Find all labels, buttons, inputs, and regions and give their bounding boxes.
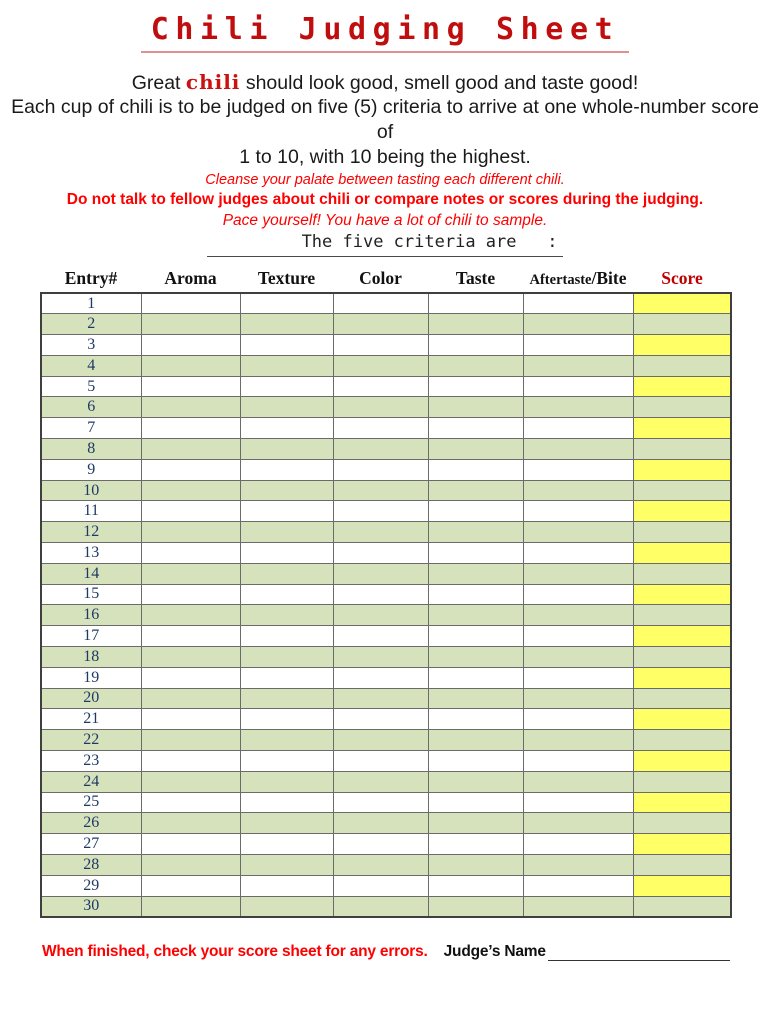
aroma-cell[interactable] xyxy=(141,646,240,667)
table-row xyxy=(41,896,731,917)
table-row xyxy=(41,709,731,730)
taste-cell[interactable] xyxy=(428,501,523,522)
entry-number-cell: 15 xyxy=(41,584,141,605)
score-cell[interactable] xyxy=(633,834,731,855)
color-cell[interactable] xyxy=(333,730,428,751)
column-header-aroma: Aroma xyxy=(164,267,217,288)
taste-cell[interactable] xyxy=(428,397,523,418)
aftertaste-bite-cell[interactable] xyxy=(523,709,633,730)
entry-number-cell: 4 xyxy=(41,355,141,376)
aftertaste-bite-cell[interactable] xyxy=(523,834,633,855)
score-cell[interactable] xyxy=(633,896,731,917)
table-row xyxy=(41,314,731,335)
footer-warning-text: When finished, check your score sheet for any errors. xyxy=(42,942,428,960)
taste-cell[interactable] xyxy=(428,813,523,834)
aroma-cell[interactable] xyxy=(141,792,240,813)
entry-number-cell: 21 xyxy=(41,709,141,730)
texture-cell[interactable] xyxy=(240,750,333,771)
entry-number-cell: 11 xyxy=(41,501,141,522)
aroma-cell[interactable] xyxy=(141,688,240,709)
aroma-cell[interactable] xyxy=(141,459,240,480)
aroma-cell[interactable] xyxy=(141,854,240,875)
texture-cell[interactable] xyxy=(240,501,333,522)
score-cell[interactable] xyxy=(633,854,731,875)
color-cell[interactable] xyxy=(333,667,428,688)
color-cell[interactable] xyxy=(333,563,428,584)
column-header-color: Color xyxy=(359,267,402,288)
footer xyxy=(0,943,770,961)
table-row xyxy=(41,501,731,522)
score-cell[interactable] xyxy=(633,750,731,771)
score-cell[interactable] xyxy=(633,605,731,626)
taste-cell[interactable] xyxy=(428,605,523,626)
table-area xyxy=(40,268,730,918)
score-cell[interactable] xyxy=(633,293,731,314)
aroma-cell[interactable] xyxy=(141,709,240,730)
aftertaste-bite-cell[interactable] xyxy=(523,584,633,605)
table-row xyxy=(41,834,731,855)
table-row xyxy=(41,522,731,543)
score-cell[interactable] xyxy=(633,335,731,356)
criteria-line: The five criteria are : xyxy=(207,232,564,257)
score-cell[interactable] xyxy=(633,626,731,647)
color-cell[interactable] xyxy=(333,522,428,543)
score-cell[interactable] xyxy=(633,314,731,335)
color-cell[interactable] xyxy=(333,418,428,439)
aroma-cell[interactable] xyxy=(141,875,240,896)
taste-cell[interactable] xyxy=(428,875,523,896)
table-row xyxy=(41,376,731,397)
table-row xyxy=(41,688,731,709)
texture-cell[interactable] xyxy=(240,730,333,751)
score-cell[interactable] xyxy=(633,418,731,439)
texture-cell[interactable] xyxy=(240,584,333,605)
texture-cell[interactable] xyxy=(240,376,333,397)
taste-cell[interactable] xyxy=(428,750,523,771)
aftertaste-bite-cell[interactable] xyxy=(523,792,633,813)
color-cell[interactable] xyxy=(333,335,428,356)
texture-cell[interactable] xyxy=(240,335,333,356)
aroma-cell[interactable] xyxy=(141,376,240,397)
entry-number-cell: 19 xyxy=(41,667,141,688)
taste-cell[interactable] xyxy=(428,439,523,460)
table-row xyxy=(41,563,731,584)
aroma-cell[interactable] xyxy=(141,626,240,647)
texture-cell[interactable] xyxy=(240,646,333,667)
taste-cell[interactable] xyxy=(428,709,523,730)
entry-number-cell: 17 xyxy=(41,626,141,647)
score-cell[interactable] xyxy=(633,709,731,730)
entry-number-cell: 20 xyxy=(41,688,141,709)
score-cell[interactable] xyxy=(633,480,731,501)
aftertaste-bite-cell[interactable] xyxy=(523,813,633,834)
aroma-cell[interactable] xyxy=(141,730,240,751)
color-cell[interactable] xyxy=(333,813,428,834)
color-cell[interactable] xyxy=(333,750,428,771)
texture-cell[interactable] xyxy=(240,896,333,917)
taste-cell[interactable] xyxy=(428,896,523,917)
color-cell[interactable] xyxy=(333,397,428,418)
table-row xyxy=(41,543,731,564)
aftertaste-bite-cell[interactable] xyxy=(523,667,633,688)
intro-line-1-prefix: Great xyxy=(131,71,186,94)
judging-table xyxy=(40,268,732,918)
entry-number-cell: 28 xyxy=(41,854,141,875)
color-cell[interactable] xyxy=(333,355,428,376)
taste-cell[interactable] xyxy=(428,355,523,376)
aftertaste-bite-cell[interactable] xyxy=(523,459,633,480)
table-row xyxy=(41,335,731,356)
taste-cell[interactable] xyxy=(428,834,523,855)
judge-name-label: Judge’s Name xyxy=(443,942,546,960)
aroma-cell[interactable] xyxy=(141,293,240,314)
taste-cell[interactable] xyxy=(428,792,523,813)
texture-cell[interactable] xyxy=(240,834,333,855)
taste-cell[interactable] xyxy=(428,522,523,543)
aftertaste-bite-cell[interactable] xyxy=(523,543,633,564)
color-cell[interactable] xyxy=(333,626,428,647)
aftertaste-bite-cell[interactable] xyxy=(523,355,633,376)
aftertaste-bite-cell[interactable] xyxy=(523,397,633,418)
aftertaste-bite-cell[interactable] xyxy=(523,896,633,917)
color-cell[interactable] xyxy=(333,875,428,896)
entry-number-cell: 27 xyxy=(41,834,141,855)
aroma-cell[interactable] xyxy=(141,335,240,356)
entry-number-cell: 22 xyxy=(41,730,141,751)
score-cell[interactable] xyxy=(633,439,731,460)
table-row xyxy=(41,813,731,834)
texture-cell[interactable] xyxy=(240,563,333,584)
score-cell[interactable] xyxy=(633,875,731,896)
taste-cell[interactable] xyxy=(428,376,523,397)
judge-name-blank-line[interactable] xyxy=(548,947,730,961)
entry-number-cell: 9 xyxy=(41,459,141,480)
texture-cell[interactable] xyxy=(240,293,333,314)
score-cell[interactable] xyxy=(633,376,731,397)
color-cell[interactable] xyxy=(333,543,428,564)
note-pace-yourself: Pace yourself! You have a lot of chili to sample. xyxy=(222,211,548,229)
table-row xyxy=(41,459,731,480)
aftertaste-bite-cell[interactable] xyxy=(523,501,633,522)
table-row xyxy=(41,584,731,605)
texture-cell[interactable] xyxy=(240,543,333,564)
aftertaste-bite-cell[interactable] xyxy=(523,750,633,771)
entry-number-cell: 23 xyxy=(41,750,141,771)
judge-name-field xyxy=(444,943,730,961)
table-row xyxy=(41,480,731,501)
color-cell[interactable] xyxy=(333,709,428,730)
table-row xyxy=(41,750,731,771)
score-cell[interactable] xyxy=(633,792,731,813)
color-cell[interactable] xyxy=(333,459,428,480)
texture-cell[interactable] xyxy=(240,418,333,439)
score-cell[interactable] xyxy=(633,584,731,605)
aftertaste-bite-cell[interactable] xyxy=(523,480,633,501)
score-cell[interactable] xyxy=(633,730,731,751)
table-row xyxy=(41,730,731,751)
color-cell[interactable] xyxy=(333,646,428,667)
page-title: Chili Judging Sheet xyxy=(141,13,630,53)
chili-decorative-word: chili xyxy=(185,69,241,94)
intro-line-2: Each cup of chili is to be judged on five (5) criteria to arrive at one whole-number score xyxy=(11,96,759,119)
aroma-cell[interactable] xyxy=(141,522,240,543)
taste-cell[interactable] xyxy=(428,563,523,584)
aroma-cell[interactable] xyxy=(141,813,240,834)
texture-cell[interactable] xyxy=(240,626,333,647)
color-cell[interactable] xyxy=(333,501,428,522)
aroma-cell[interactable] xyxy=(141,667,240,688)
taste-cell[interactable] xyxy=(428,314,523,335)
entry-number-cell: 12 xyxy=(41,522,141,543)
texture-cell[interactable] xyxy=(240,792,333,813)
taste-cell[interactable] xyxy=(428,543,523,564)
color-cell[interactable] xyxy=(333,896,428,917)
texture-cell[interactable] xyxy=(240,688,333,709)
texture-cell[interactable] xyxy=(240,875,333,896)
intro-line-1-suffix: should look good, smell good and taste good! xyxy=(240,71,639,94)
column-header-score: Score xyxy=(661,267,703,288)
taste-cell[interactable] xyxy=(428,854,523,875)
taste-cell[interactable] xyxy=(428,584,523,605)
entry-number-cell: 10 xyxy=(41,480,141,501)
taste-cell[interactable] xyxy=(428,646,523,667)
taste-cell[interactable] xyxy=(428,293,523,314)
aftertaste-bite-cell[interactable] xyxy=(523,875,633,896)
color-cell[interactable] xyxy=(333,584,428,605)
texture-cell[interactable] xyxy=(240,813,333,834)
entry-number-cell: 3 xyxy=(41,335,141,356)
aroma-cell[interactable] xyxy=(141,543,240,564)
color-cell[interactable] xyxy=(333,376,428,397)
score-cell[interactable] xyxy=(633,667,731,688)
entry-number-cell: 26 xyxy=(41,813,141,834)
intro-line-1 xyxy=(0,70,770,96)
entry-number-cell: 2 xyxy=(41,314,141,335)
score-cell[interactable] xyxy=(633,355,731,376)
entry-number-cell: 30 xyxy=(41,896,141,917)
score-cell[interactable] xyxy=(633,459,731,480)
aroma-cell[interactable] xyxy=(141,563,240,584)
aftertaste-bite-cell[interactable] xyxy=(523,688,633,709)
aftertaste-bite-cell[interactable] xyxy=(523,730,633,751)
color-cell[interactable] xyxy=(333,314,428,335)
entry-number-cell: 24 xyxy=(41,771,141,792)
taste-cell[interactable] xyxy=(428,480,523,501)
entry-number-cell: 8 xyxy=(41,439,141,460)
table-row xyxy=(41,397,731,418)
score-cell[interactable] xyxy=(633,397,731,418)
taste-cell[interactable] xyxy=(428,459,523,480)
aroma-cell[interactable] xyxy=(141,397,240,418)
texture-cell[interactable] xyxy=(240,439,333,460)
note-no-talking: Do not talk to fellow judges about chili or compare notes or scores during the judging. xyxy=(66,191,704,209)
color-cell[interactable] xyxy=(333,834,428,855)
texture-cell[interactable] xyxy=(240,355,333,376)
color-cell[interactable] xyxy=(333,854,428,875)
texture-cell[interactable] xyxy=(240,605,333,626)
table-row xyxy=(41,605,731,626)
entry-number-cell: 29 xyxy=(41,875,141,896)
aftertaste-bite-cell[interactable] xyxy=(523,646,633,667)
taste-cell[interactable] xyxy=(428,667,523,688)
aroma-cell[interactable] xyxy=(141,355,240,376)
aroma-cell[interactable] xyxy=(141,771,240,792)
aroma-cell[interactable] xyxy=(141,605,240,626)
table-row xyxy=(41,646,731,667)
entry-number-cell: 18 xyxy=(41,646,141,667)
color-cell[interactable] xyxy=(333,439,428,460)
color-cell[interactable] xyxy=(333,480,428,501)
texture-cell[interactable] xyxy=(240,314,333,335)
table-row xyxy=(41,293,731,314)
score-cell[interactable] xyxy=(633,563,731,584)
score-cell[interactable] xyxy=(633,543,731,564)
taste-cell[interactable] xyxy=(428,335,523,356)
aroma-cell[interactable] xyxy=(141,418,240,439)
aftertaste-bite-cell[interactable] xyxy=(523,563,633,584)
table-row xyxy=(41,771,731,792)
aftertaste-bite-cell[interactable] xyxy=(523,335,633,356)
intro-line-2-cont: of xyxy=(376,121,394,144)
table-row xyxy=(41,439,731,460)
taste-cell[interactable] xyxy=(428,771,523,792)
table-row xyxy=(41,355,731,376)
entry-number-cell: 25 xyxy=(41,792,141,813)
note-cleanse-palate: Cleanse your palate between tasting each different chili. xyxy=(205,172,565,189)
texture-cell[interactable] xyxy=(240,854,333,875)
score-cell[interactable] xyxy=(633,522,731,543)
aroma-cell[interactable] xyxy=(141,480,240,501)
intro-line-3: 1 to 10, with 10 being the highest. xyxy=(239,146,531,169)
aftertaste-bite-cell[interactable] xyxy=(523,376,633,397)
table-row xyxy=(41,854,731,875)
table-row xyxy=(41,667,731,688)
aroma-cell[interactable] xyxy=(141,501,240,522)
score-cell[interactable] xyxy=(633,688,731,709)
aftertaste-bite-cell[interactable] xyxy=(523,293,633,314)
aftertaste-bite-cell[interactable] xyxy=(523,439,633,460)
entry-number-cell: 6 xyxy=(41,397,141,418)
entry-number-cell: 13 xyxy=(41,543,141,564)
aroma-cell[interactable] xyxy=(141,834,240,855)
score-cell[interactable] xyxy=(633,771,731,792)
aroma-cell[interactable] xyxy=(141,314,240,335)
color-cell[interactable] xyxy=(333,771,428,792)
table-row xyxy=(41,875,731,896)
texture-cell[interactable] xyxy=(240,397,333,418)
aroma-cell[interactable] xyxy=(141,584,240,605)
aroma-cell[interactable] xyxy=(141,896,240,917)
table-row xyxy=(41,626,731,647)
entry-number-cell: 7 xyxy=(41,418,141,439)
taste-cell[interactable] xyxy=(428,418,523,439)
table-row xyxy=(41,792,731,813)
color-cell[interactable] xyxy=(333,605,428,626)
aftertaste-bite-cell[interactable] xyxy=(523,854,633,875)
color-cell[interactable] xyxy=(333,792,428,813)
column-header-entry: Entry# xyxy=(64,267,118,288)
aftertaste-bite-cell[interactable] xyxy=(523,605,633,626)
taste-cell[interactable] xyxy=(428,626,523,647)
intro-block xyxy=(0,70,770,257)
entry-number-cell: 14 xyxy=(41,563,141,584)
score-cell[interactable] xyxy=(633,501,731,522)
taste-cell[interactable] xyxy=(428,688,523,709)
texture-cell[interactable] xyxy=(240,480,333,501)
column-header-texture: Texture xyxy=(257,267,316,288)
criteria-line-wrap xyxy=(0,232,770,257)
title-wrap xyxy=(0,13,770,53)
aftertaste-bite-cell[interactable] xyxy=(523,418,633,439)
texture-cell[interactable] xyxy=(240,771,333,792)
entry-number-cell: 1 xyxy=(41,293,141,314)
entry-number-cell: 5 xyxy=(41,376,141,397)
column-header-taste: Taste xyxy=(455,267,496,288)
aftertaste-bite-cell[interactable] xyxy=(523,626,633,647)
texture-cell[interactable] xyxy=(240,459,333,480)
aroma-cell[interactable] xyxy=(141,750,240,771)
aftertaste-bite-cell[interactable] xyxy=(523,771,633,792)
table-row xyxy=(41,418,731,439)
entry-number-cell: 16 xyxy=(41,605,141,626)
taste-cell[interactable] xyxy=(428,730,523,751)
color-cell[interactable] xyxy=(333,688,428,709)
score-cell[interactable] xyxy=(633,813,731,834)
texture-cell[interactable] xyxy=(240,709,333,730)
texture-cell[interactable] xyxy=(240,522,333,543)
aftertaste-bite-cell[interactable] xyxy=(523,314,633,335)
texture-cell[interactable] xyxy=(240,667,333,688)
score-cell[interactable] xyxy=(633,646,731,667)
color-cell[interactable] xyxy=(333,293,428,314)
aftertaste-bite-cell[interactable] xyxy=(523,522,633,543)
column-header-aftertaste-bite: Aftertaste/Bite xyxy=(529,267,627,288)
aroma-cell[interactable] xyxy=(141,439,240,460)
judging-table-header xyxy=(41,268,731,293)
